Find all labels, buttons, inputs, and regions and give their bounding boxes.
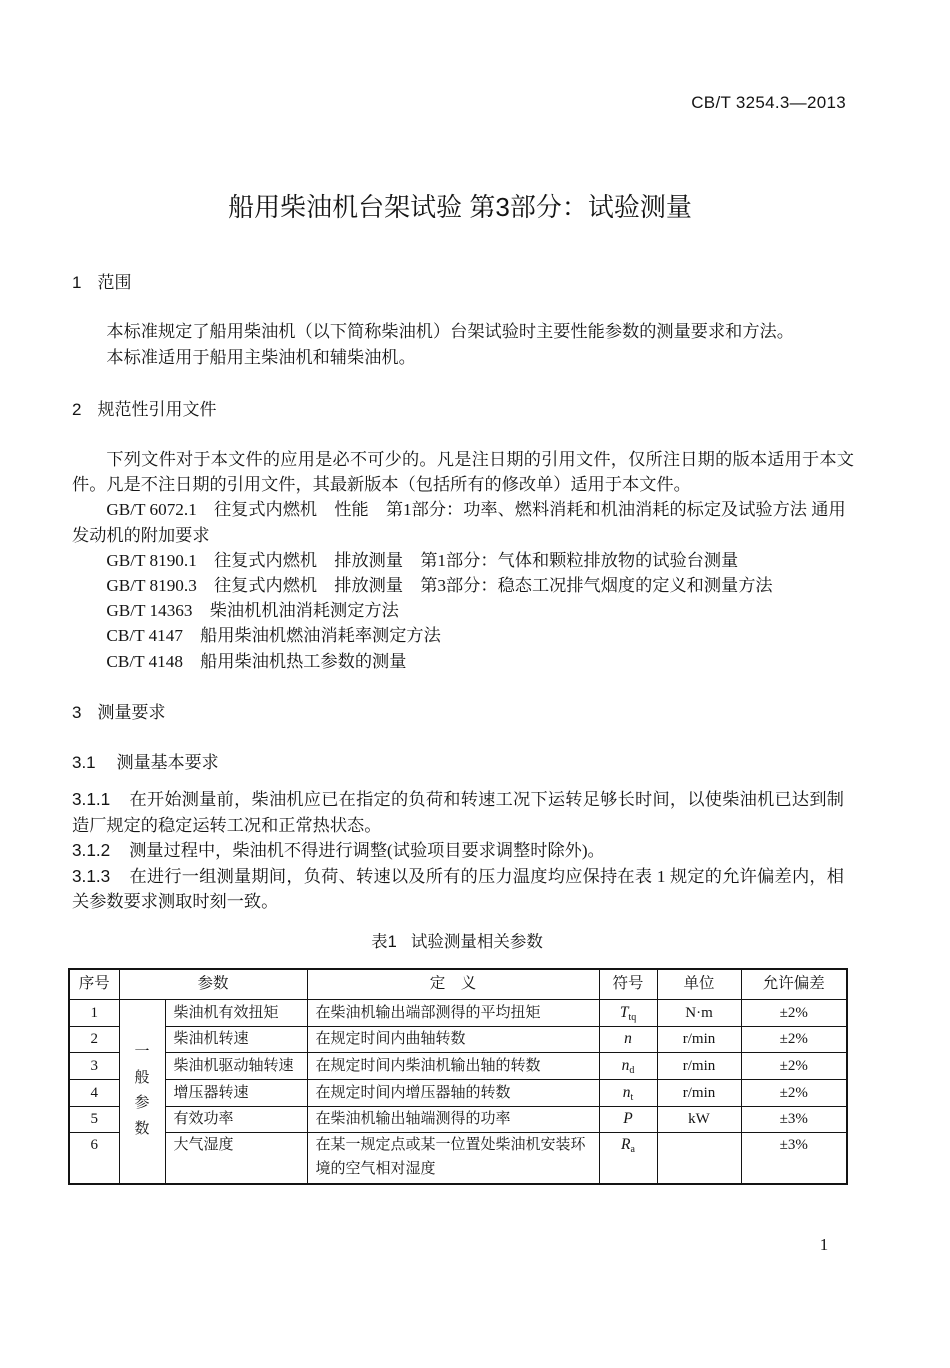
row-number-cell: 1 bbox=[69, 999, 119, 1026]
symbol: R bbox=[621, 1135, 631, 1153]
reference-item bbox=[72, 497, 862, 547]
section-number: 2 bbox=[72, 400, 82, 419]
section-title: 规范性引用文件 bbox=[97, 400, 217, 419]
section-1-body bbox=[72, 319, 854, 371]
clause-number: 3.1.3 bbox=[72, 865, 111, 886]
clause-text: 在进行一组测量期间，负荷、转速以及所有的压力温度均应保持在表 1 规定的允许偏差内，相关参数要求测取时刻一致。 bbox=[72, 866, 844, 911]
symbol-subscript: a bbox=[630, 1143, 635, 1155]
definition-cell: 在规定时间内柴油机输出轴的转数 bbox=[307, 1052, 599, 1079]
row-number-cell: 3 bbox=[69, 1052, 119, 1079]
reference-code: GB/T 8190.3 bbox=[106, 576, 197, 596]
reference-title: 船用柴油机燃油消耗率测定方法 bbox=[200, 626, 441, 646]
tolerance-cell: ±3% bbox=[741, 1106, 847, 1132]
reference-code: CB/T 4147 bbox=[106, 626, 183, 646]
unit-cell: r/min bbox=[657, 1026, 741, 1052]
unit-cell: r/min bbox=[657, 1079, 741, 1106]
clause-3-1-1 bbox=[72, 787, 844, 838]
reference-title: 柴油机机油消耗测定方法 bbox=[209, 601, 399, 621]
unit-cell: N·m bbox=[657, 999, 741, 1026]
clause-3-1-2 bbox=[72, 838, 844, 864]
reference-code: GB/T 6072.1 bbox=[106, 500, 197, 520]
parameter-name-cell: 大气湿度 bbox=[165, 1132, 307, 1184]
header-definition: 定 义 bbox=[307, 969, 599, 999]
subsection-3-1-heading bbox=[72, 751, 219, 775]
section-3-heading bbox=[72, 701, 165, 725]
row-number-cell: 5 bbox=[69, 1106, 119, 1132]
paragraph: 本标准规定了船用柴油机（以下简称柴油机）台架试验时主要性能参数的测量要求和方法。 bbox=[106, 322, 794, 341]
section-title: 范围 bbox=[97, 273, 132, 292]
clause-number: 3.1.1 bbox=[72, 789, 111, 809]
section-2-heading bbox=[72, 398, 216, 422]
parameter-name-cell: 柴油机转速 bbox=[165, 1026, 307, 1052]
paragraph: 本标准适用于船用主柴油机和辅柴油机。 bbox=[106, 348, 416, 367]
subsection-number: 3.1 bbox=[72, 753, 96, 772]
symbol: P bbox=[623, 1110, 633, 1127]
tolerance-cell: ±2% bbox=[741, 1052, 847, 1079]
table-caption-title: 试验测量相关参数 bbox=[410, 933, 543, 951]
section-2-body bbox=[72, 447, 862, 674]
definition-cell: 在柴油机输出端部测得的平均扭矩 bbox=[307, 999, 599, 1026]
parameter-group-label: 一般参数 bbox=[134, 1044, 150, 1137]
table-row bbox=[69, 1079, 847, 1106]
document-title: 船用柴油机台架试验 第3部分：试验测量 bbox=[228, 192, 692, 222]
definition-cell: 在某一规定点或某一位置处柴油机安装环境的空气相对湿度 bbox=[307, 1132, 599, 1184]
reference-code: CB/T 4148 bbox=[106, 651, 183, 671]
symbol: n bbox=[624, 1030, 632, 1047]
reference-code: GB/T 14363 bbox=[106, 601, 193, 621]
tolerance-cell: ±2% bbox=[741, 1026, 847, 1052]
reference-title: 往复式内燃机 性能 第1部分：功率、燃料消耗和机油消耗的标定及试验方法 通用发动机的附加要求 bbox=[72, 500, 846, 545]
header-number: 序号 bbox=[69, 969, 119, 999]
reference-item bbox=[72, 573, 862, 598]
symbol-cell bbox=[599, 1079, 657, 1106]
subsection-title: 测量基本要求 bbox=[116, 753, 219, 772]
table-header-row bbox=[69, 969, 847, 999]
row-number-cell: 6 bbox=[69, 1132, 119, 1184]
unit-cell: kW bbox=[657, 1106, 741, 1132]
tolerance-cell: ±2% bbox=[741, 999, 847, 1026]
unit-cell: r/min bbox=[657, 1052, 741, 1079]
reference-code: GB/T 8190.1 bbox=[106, 550, 197, 570]
symbol-cell bbox=[599, 1106, 657, 1132]
table-caption-number: 表1 bbox=[371, 933, 397, 951]
reference-title: 船用柴油机热工参数的测量 bbox=[200, 651, 407, 671]
parameter-name-cell: 柴油机驱动轴转速 bbox=[165, 1052, 307, 1079]
reference-item bbox=[72, 548, 862, 573]
table-row bbox=[69, 1106, 847, 1132]
symbol: T bbox=[619, 1003, 629, 1021]
symbol-cell bbox=[599, 1026, 657, 1052]
reference-item bbox=[72, 623, 862, 648]
reference-item bbox=[72, 598, 862, 623]
symbol: n bbox=[621, 1056, 630, 1074]
paragraph: 下列文件对于本文件的应用是必不可少的。凡是注日期的引用文件，仅所注日期的版本适用于本文件。凡是不注日期的引用文件，其最新版本（包括所有的修改单）适用于本文件。 bbox=[72, 450, 854, 495]
document-number: CB/T 3254.3—2013 bbox=[691, 93, 846, 112]
section-title: 测量要求 bbox=[97, 703, 166, 722]
parameter-name-cell: 柴油机有效扭矩 bbox=[165, 999, 307, 1026]
table-row bbox=[69, 999, 847, 1026]
reference-item bbox=[72, 649, 862, 674]
symbol-subscript: d bbox=[629, 1064, 635, 1076]
clause-3-1-3 bbox=[72, 864, 844, 915]
header-unit: 单位 bbox=[657, 969, 741, 999]
subsection-3-1-body bbox=[72, 787, 844, 915]
clause-number: 3.1.2 bbox=[72, 840, 111, 860]
reference-title: 往复式内燃机 排放测量 第1部分：气体和颗粒排放物的试验台测量 bbox=[213, 550, 739, 570]
definition-cell: 在规定时间内增压器轴的转数 bbox=[307, 1079, 599, 1106]
unit-cell bbox=[657, 1132, 741, 1184]
definition-cell: 在柴油机输出轴端测得的功率 bbox=[307, 1106, 599, 1132]
section-number: 3 bbox=[72, 703, 82, 722]
parameter-name-cell: 增压器转速 bbox=[165, 1079, 307, 1106]
parameters-table bbox=[68, 968, 848, 1185]
tolerance-cell: ±3% bbox=[741, 1132, 847, 1184]
table-row bbox=[69, 1132, 847, 1184]
row-number-cell: 4 bbox=[69, 1079, 119, 1106]
section-1-heading bbox=[72, 271, 131, 295]
header-tolerance: 允许偏差 bbox=[741, 969, 847, 999]
table-row bbox=[69, 1026, 847, 1052]
parameter-name-cell: 有效功率 bbox=[165, 1106, 307, 1132]
header-parameter: 参数 bbox=[119, 969, 307, 999]
table-row bbox=[69, 1052, 847, 1079]
symbol-cell bbox=[599, 999, 657, 1026]
symbol: n bbox=[622, 1083, 631, 1101]
definition-cell: 在规定时间内曲轴转数 bbox=[307, 1026, 599, 1052]
parameter-group-cell bbox=[119, 999, 165, 1184]
reference-title: 往复式内燃机 排放测量 第3部分：稳态工况排气烟度的定义和测量方法 bbox=[213, 576, 773, 596]
header-symbol: 符号 bbox=[599, 969, 657, 999]
symbol-cell bbox=[599, 1052, 657, 1079]
clause-text: 测量过程中，柴油机不得进行调整(试验项目要求调整时除外)。 bbox=[129, 841, 605, 860]
symbol-subscript: tq bbox=[628, 1011, 637, 1023]
page-number: 1 bbox=[819, 1235, 829, 1254]
row-number-cell: 2 bbox=[69, 1026, 119, 1052]
section-number: 1 bbox=[72, 273, 82, 292]
clause-text: 在开始测量前，柴油机应已在指定的负荷和转速工况下运转足够长时间，以使柴油机已达到制造厂规定的稳定运转工况和正常热状态。 bbox=[72, 790, 844, 835]
tolerance-cell: ±2% bbox=[741, 1079, 847, 1106]
symbol-cell bbox=[599, 1132, 657, 1184]
symbol-subscript: t bbox=[630, 1091, 634, 1103]
table-caption bbox=[68, 930, 846, 954]
